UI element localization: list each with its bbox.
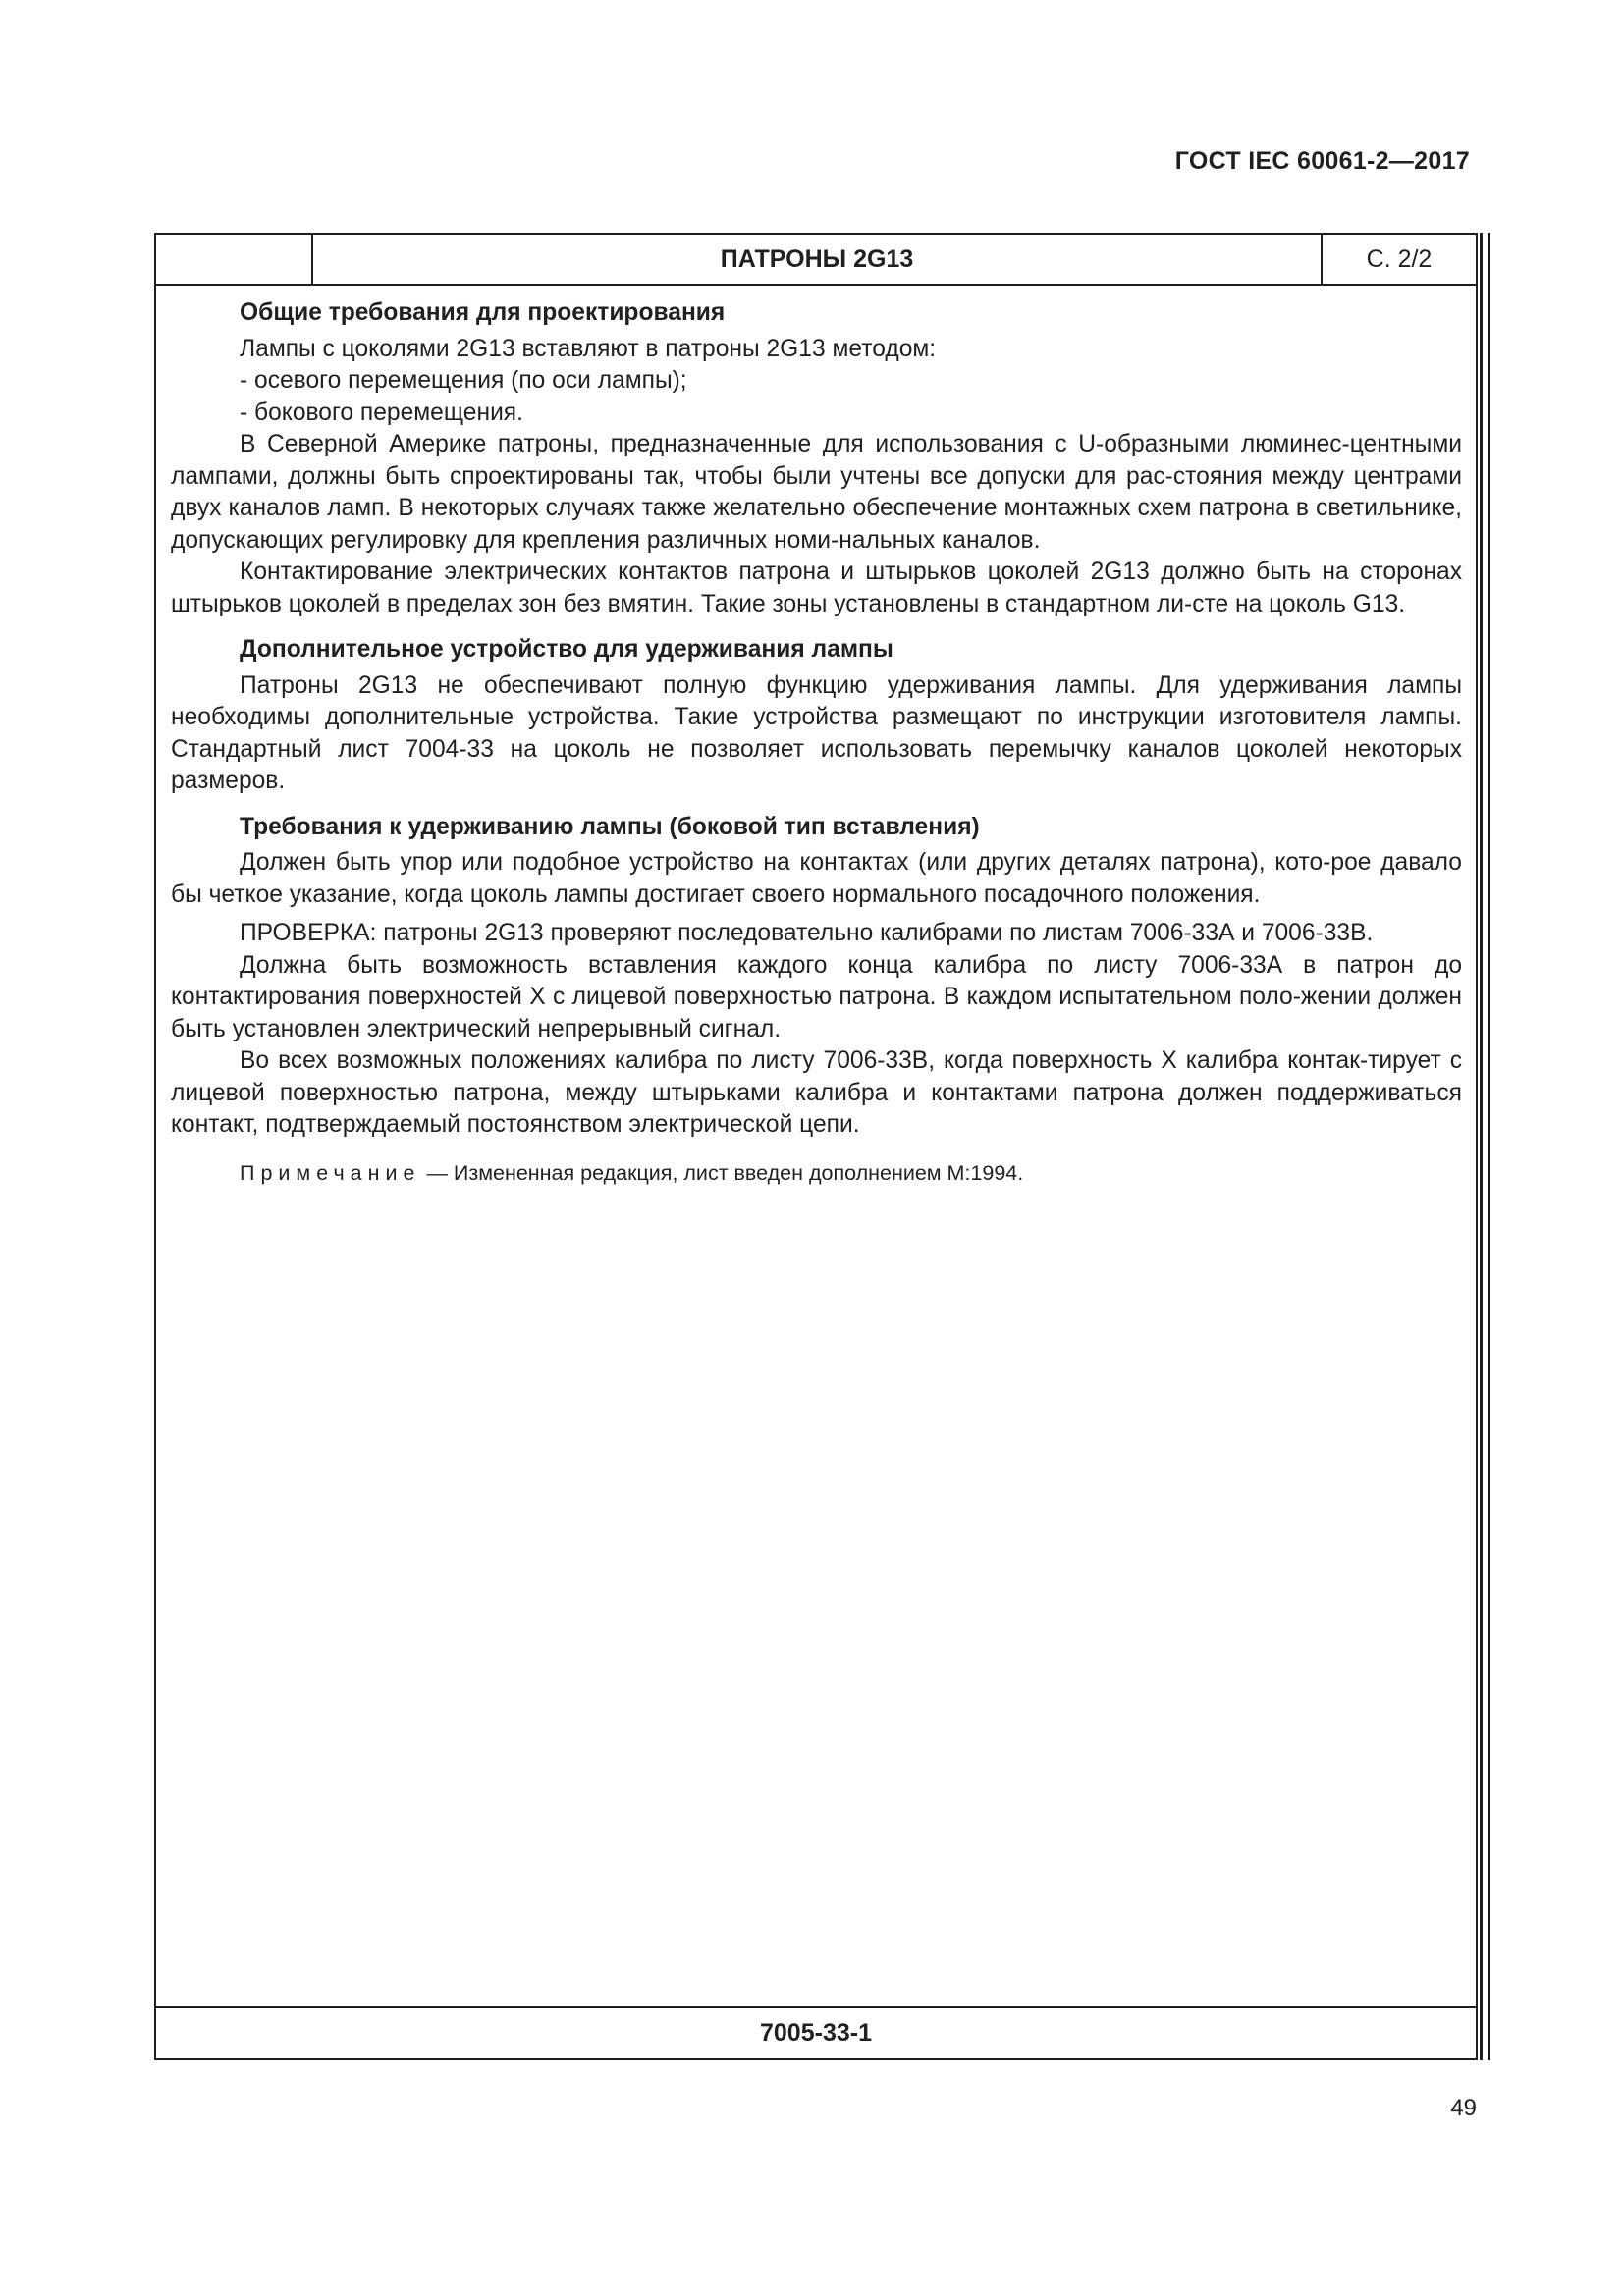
section-heading-retention-requirements: Требования к удерживанию лампы (боковой тип вставления) (240, 813, 980, 840)
note (171, 1157, 1462, 1190)
sheet-title-row (156, 235, 1476, 286)
standard-sheet (154, 233, 1478, 2060)
sheet-content (171, 297, 1462, 1189)
note-text: Измененная редакция, лист введен дополнением М:1994. (453, 1160, 1024, 1185)
section-heading-design: Общие требования для проектирования (240, 299, 726, 326)
page-number: 49 (1450, 2095, 1477, 2121)
check-paragraph: ПРОВЕРКА: патроны 2G13 проверяют последовательно калибрами по листам 7006-33А и 7006-33В. (240, 920, 1374, 946)
gauge-b-paragraph: Во всех возможных положениях калибра по листу 7006-33В, когда поверхность Х калибра контак-тирует с лицевой поверхностью патрона, между штырьками калибра и контактами патрона должен поддерживаться контакт, подтверждаемый постоянством электрической цепи. (171, 1047, 1462, 1138)
title-blank-cell (156, 235, 313, 284)
design-list-item-lateral: - бокового перемещения. (240, 399, 523, 426)
section-heading-retention-device: Дополнительное устройство для удерживания лампы (240, 636, 893, 663)
sheet-footer-code: 7005-33-1 (156, 2006, 1476, 2058)
standard-designation: ГОСТ IEC 60061-2—2017 (1174, 147, 1470, 175)
design-list-item-axial: - осевого перемещения (по оси лампы); (240, 367, 687, 394)
retention-requirements-paragraph: Должен быть упор или подобное устройство на контактах (или других деталях патрона), кото-рое давало бы четкое указание, когда цоколь лампы достигает своего нормального посадочного положения. (171, 849, 1462, 908)
design-paragraph-contacts: Контактирование электрических контактов патрона и штырьков цоколей 2G13 должно быть на сторонах штырьков цоколей в пределах зон без вмятин. Такие зоны установлены в стандартном ли-сте на цоколь G13. (171, 559, 1462, 617)
retention-device-paragraph: Патроны 2G13 не обеспечивают полную функцию удерживания лампы. Для удерживания лампы необходимы дополнительные устройства. Такие устройства размещают по инструкции изготовителя лампы. Стандартный лист 7004-33 на цоколь не позволяет использовать перемычку каналов цоколей некоторых размеров. (171, 671, 1462, 794)
note-label: Примечание (240, 1160, 421, 1185)
note-dash: — (426, 1160, 448, 1185)
sheet-edge-rail (1480, 233, 1490, 2060)
sheet-title: ПАТРОНЫ 2G13 (313, 235, 1323, 284)
gauge-a-paragraph: Должна быть возможность вставления каждого конца калибра по листу 7006-33А в патрон до контактирования поверхностей Х с лицевой поверхностью патрона. В каждом испытательном поло-жении должен быть установлен электрический непрерывный сигнал. (171, 951, 1462, 1042)
sheet-page-ref: С. 2/2 (1366, 244, 1433, 273)
design-paragraph-north-america: В Северной Америке патроны, предназначенные для использования с U-образными люминес-центными лампами, должны быть спроектированы так, чтобы были учтены все допуски для рас-стояния между центрами двух каналов ламп. В некоторых случаях также желательно обеспечение монтажных схем патрона в светильнике, допускающих регулировку для крепления различных номи-нальных каналов. (171, 431, 1462, 554)
design-intro: Лампы с цоколями 2G13 вставляют в патроны 2G13 методом: (240, 335, 937, 362)
